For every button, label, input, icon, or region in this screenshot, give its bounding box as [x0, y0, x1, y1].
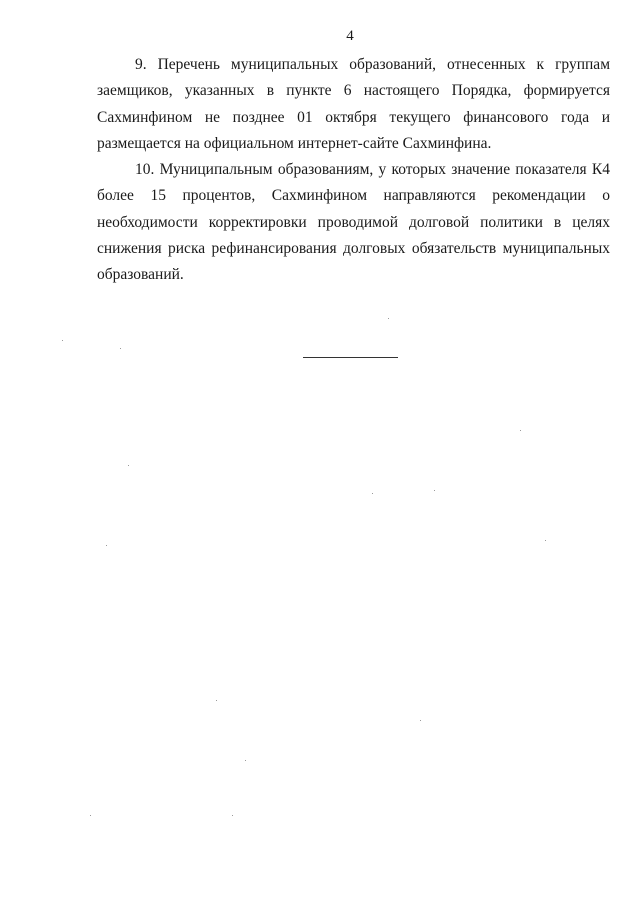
- scan-speck: [420, 720, 421, 721]
- scan-speck: [245, 760, 246, 761]
- scan-speck: [372, 493, 373, 494]
- scan-speck: [545, 540, 546, 541]
- document-body: [97, 52, 610, 289]
- scan-speck: [434, 490, 435, 491]
- scan-speck: [388, 318, 389, 319]
- scan-speck: [120, 348, 121, 349]
- scan-speck: [90, 815, 91, 816]
- scan-speck: [216, 700, 217, 701]
- paragraph-9: 9. Перечень муниципальных образований, отнесенных к группам заемщиков, указанных в пункте 6 настоящего Порядка, формируется Сахминфином не позднее 01 октября текущего финансового года и размещается на официальном интернет-сайте Сахминфина.: [97, 56, 610, 152]
- end-separator-line: [303, 357, 398, 358]
- scan-speck: [520, 430, 521, 431]
- page-number: 4: [346, 28, 354, 44]
- scan-speck: [62, 340, 63, 341]
- scan-speck: [232, 815, 233, 816]
- paragraph-10: 10. Муниципальным образованиям, у которых значение показателя К4 более 15 процентов, Сахминфином направляются рекомендации о необходимости корректировки проводимой долговой политики в целях снижения риска рефинансирования долговых обязательств муниципальных образований.: [97, 161, 610, 284]
- scan-speck: [128, 465, 129, 466]
- scan-speck: [106, 545, 107, 546]
